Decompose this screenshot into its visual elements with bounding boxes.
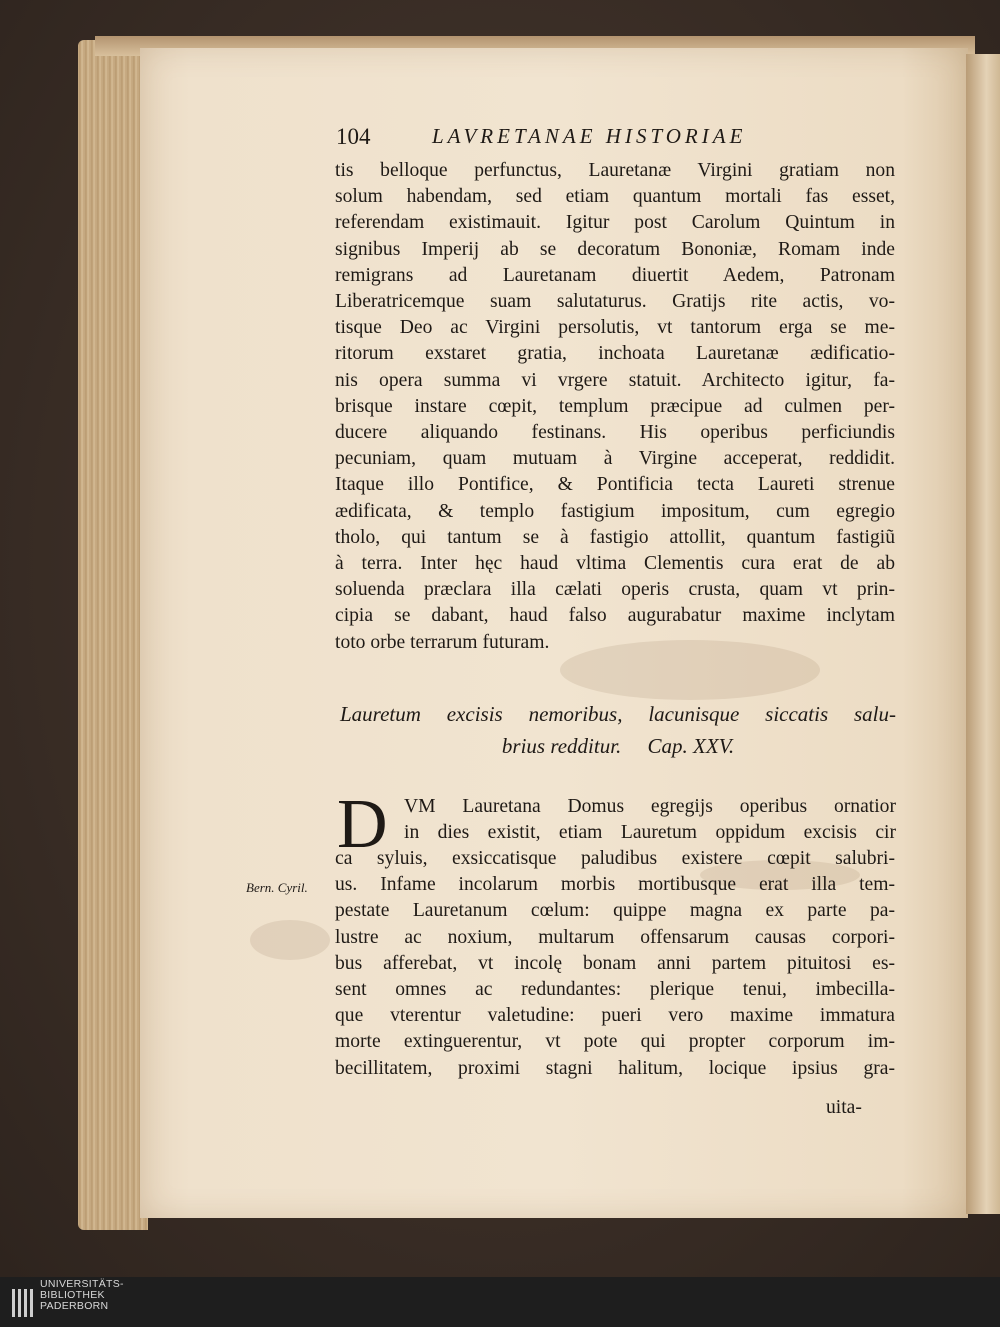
text-line: ducere aliquando festinans. His operibus perficiundis bbox=[335, 422, 895, 444]
page-edges bbox=[78, 40, 148, 1230]
text-line: ritorum exstaret gratia, inchoata Lauretanæ ædificatio- bbox=[335, 343, 895, 365]
text-line: ca syluis, exsiccatisque paludibus existere cœpit salubri- bbox=[335, 848, 895, 869]
text-line: soluenda præclara illa cælati operis crusta, quam vt prin- bbox=[335, 579, 895, 601]
paragraph-2-opening bbox=[404, 794, 896, 846]
text-line: nis opera summa vi vrgere statuit. Architecto igitur, fa- bbox=[335, 369, 895, 391]
text-line: bus afferebat, vt incolę bonam anni partem pituitosi es- bbox=[335, 952, 895, 974]
facing-page-edge bbox=[966, 54, 1000, 1214]
logo-line: UNIVERSITÄTS- bbox=[40, 1278, 124, 1290]
text-line: morte extinguerentur, vt pote qui propter corporum im- bbox=[335, 1031, 895, 1053]
paragraph-2 bbox=[335, 846, 895, 1082]
page-header bbox=[336, 124, 896, 152]
chapter-heading bbox=[340, 698, 896, 762]
text-line: Liberatricemque suam salutaturus. Gratijs rite actis, vo- bbox=[335, 291, 895, 313]
catchword: uita- bbox=[826, 1097, 862, 1118]
text-line: à terra. Inter hęc haud vltima Clementis cura erat de ab bbox=[335, 553, 895, 575]
text-line: solum habendam, sed etiam quantum mortali fas esset, bbox=[335, 186, 895, 208]
chapter-heading-line: brius redditur. Cap. XXV. bbox=[501, 734, 735, 758]
text-line: pestate Lauretanum cœlum: quippe magna ex parte pa- bbox=[335, 900, 895, 922]
text-line: ædificata, & templo fastigium impositum, cum egregio bbox=[335, 500, 895, 522]
text-line: brisque instare cœpit, templum præcipue ad culmen per- bbox=[335, 395, 895, 417]
text-line: signibus Imperij ab se decoratum Bononiæ, Romam inde bbox=[335, 238, 895, 260]
margin-note: Bern. Cyril. bbox=[246, 880, 308, 895]
text-line: becillitatem, proximi stagni halitum, locique ipsius gra- bbox=[335, 1057, 895, 1079]
drop-cap: D bbox=[337, 786, 388, 863]
text-line: lustre ac noxium, multarum offensarum causas corpori- bbox=[335, 926, 895, 948]
text-line: cipia se dabant, haud falso augurabatur maxime inclytam bbox=[335, 605, 895, 627]
text-line: Itaque illo Pontifice, & Pontificia tecta Laureti strenue bbox=[335, 474, 895, 496]
page-number: 104 bbox=[336, 124, 371, 149]
text-line: sent omnes ac redundantes: plerique tenui, imbecilla- bbox=[335, 979, 895, 1001]
library-logo-icon bbox=[12, 1287, 34, 1319]
text-line: que vterentur valetudine: pueri vero maxime immatura bbox=[335, 1005, 895, 1027]
text-line: remigrans ad Lauretanam diuertit Aedem, Patronam bbox=[335, 264, 895, 286]
library-logo-text bbox=[40, 1279, 124, 1312]
text-line: tholo, qui tantum se à fastigio attollit, quantum fastigiũ bbox=[335, 526, 895, 548]
text-line: us. Infame incolarum morbis mortibusque erat illa tem- bbox=[335, 874, 895, 896]
paragraph-1 bbox=[335, 158, 895, 656]
text-line: VM Lauretana Domus egregijs operibus ornatior bbox=[404, 796, 896, 817]
library-footer bbox=[0, 1277, 1000, 1327]
chapter-heading-line: Lauretum excisis nemoribus, lacunisque siccatis salu- bbox=[340, 702, 896, 726]
text-line: tisque Deo ac Virgini persolutis, vt tantorum erga se me- bbox=[335, 317, 895, 339]
text-line: referendam existimauit. Igitur post Carolum Quintum in bbox=[335, 212, 895, 234]
text-line: in dies existit, etiam Lauretum oppidum excisis cir bbox=[404, 822, 896, 844]
text-line-last: toto orbe terrarum futuram. bbox=[335, 631, 550, 653]
logo-line: PADERBORN bbox=[40, 1300, 109, 1312]
logo-line: BIBLIOTHEK bbox=[40, 1289, 105, 1301]
text-line: tis belloque perfunctus, Lauretanæ Virgini gratiam non bbox=[335, 160, 895, 181]
running-head: LAVRETANAE HISTORIAE bbox=[432, 124, 747, 148]
text-line: pecuniam, quam mutuam à Virgine acceperat, reddidit. bbox=[335, 448, 895, 470]
